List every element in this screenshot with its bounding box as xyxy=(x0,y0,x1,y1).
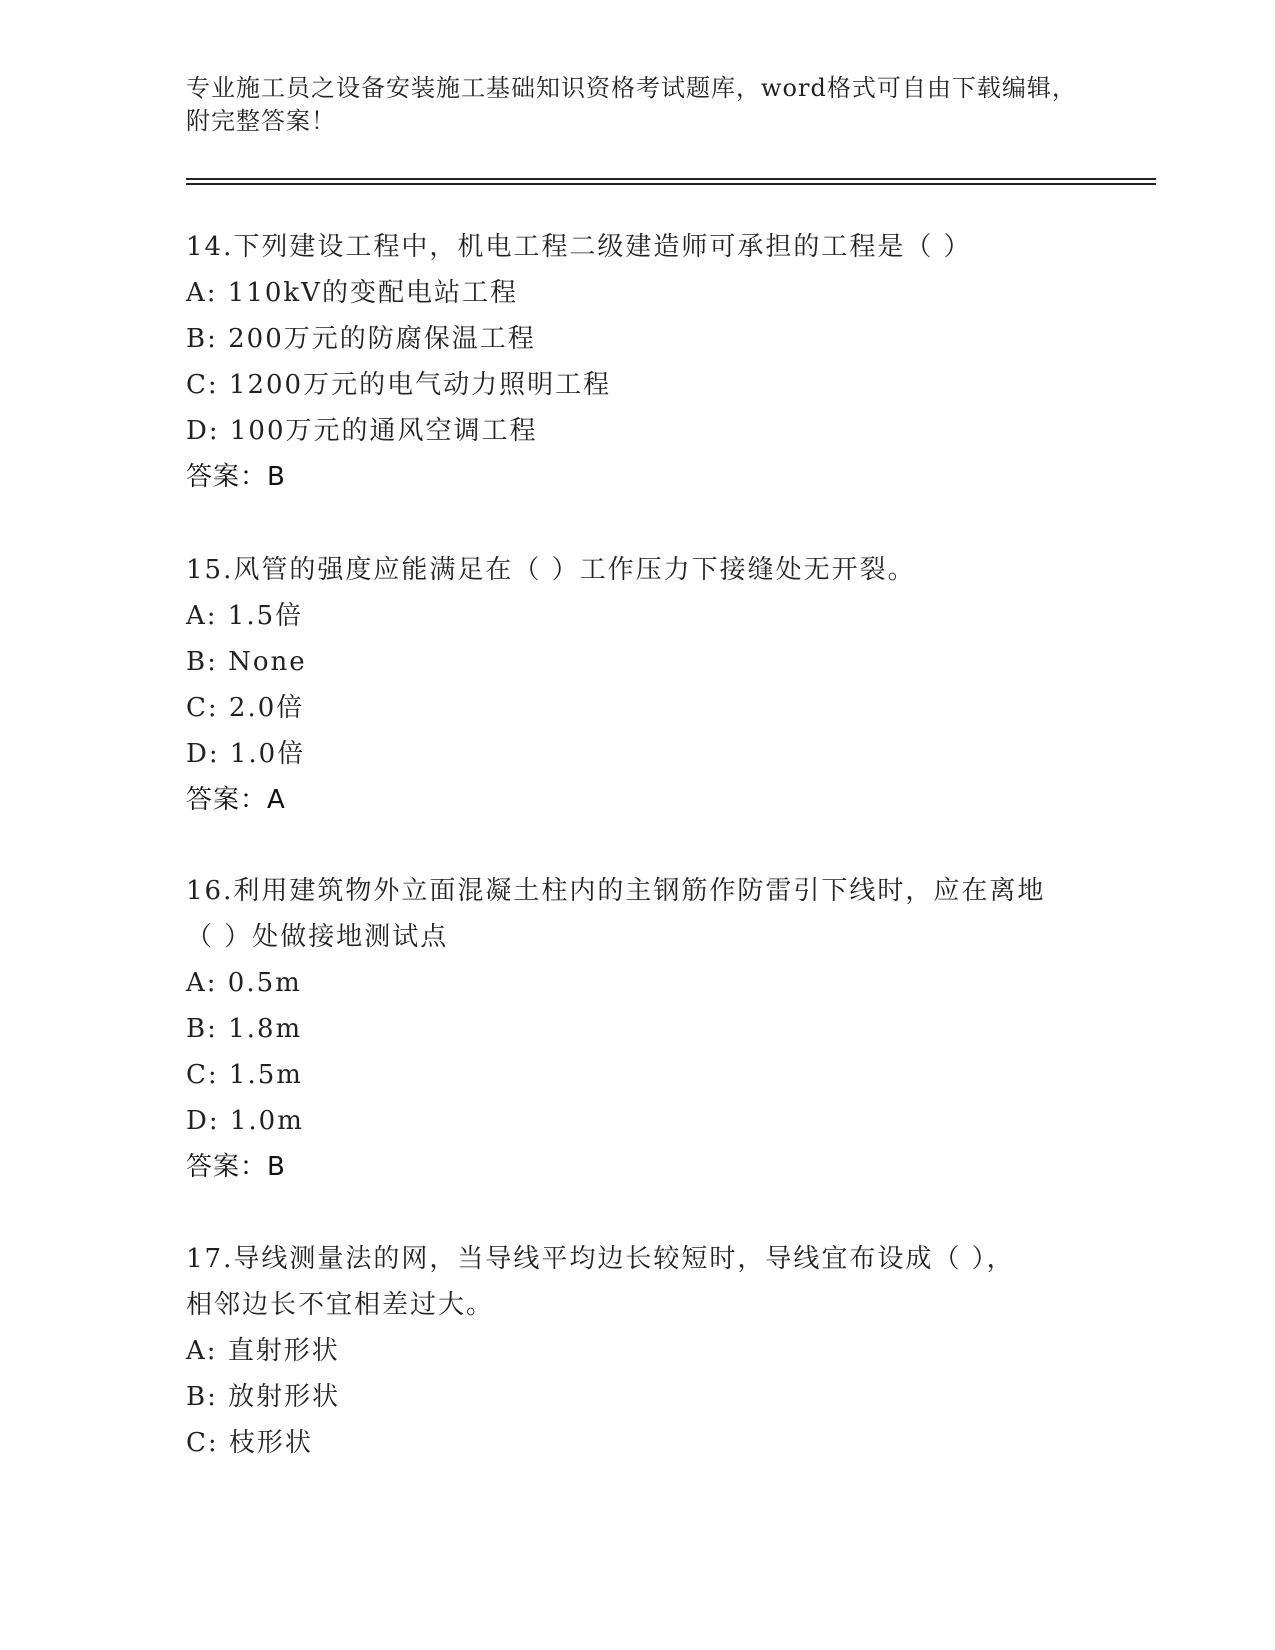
question-stem-continued: （ ）处做接地测试点 xyxy=(186,922,449,952)
question-stem: 17.导线测量法的网，当导线平均边长较短时，导线宜布设成（ ）， xyxy=(186,1244,1015,1274)
option-c: C: 1200万元的电气动力照明工程 xyxy=(186,370,612,400)
option-d: D: 100万元的通风空调工程 xyxy=(186,416,538,446)
option-c: C: 1.5m xyxy=(186,1060,303,1090)
option-c: C: 2.0倍 xyxy=(186,693,305,723)
question-15 xyxy=(186,547,1086,823)
option-a: A: 直射形状 xyxy=(186,1336,340,1366)
question-stem: 15.风管的强度应能满足在（ ）工作压力下接缝处无开裂。 xyxy=(186,555,916,585)
document-header xyxy=(186,72,1086,138)
question-14 xyxy=(186,224,1086,500)
header-divider-bottom xyxy=(186,183,1156,185)
option-a: A: 0.5m xyxy=(186,968,302,998)
option-b: B: 1.8m xyxy=(186,1014,303,1044)
answer-line: 答案：B xyxy=(186,462,286,492)
option-b: B: None xyxy=(186,647,307,677)
header-line-1: 专业施工员之设备安装施工基础知识资格考试题库，word格式可自由下载编辑， xyxy=(186,74,1077,102)
answer-line: 答案：A xyxy=(186,785,286,815)
option-b: B: 放射形状 xyxy=(186,1382,341,1412)
option-a: A: 110kV的变配电站工程 xyxy=(186,278,518,308)
header-line-2: 附完整答案！ xyxy=(186,107,336,135)
option-d: D: 1.0m xyxy=(186,1106,304,1136)
question-stem: 16.利用建筑物外立面混凝土柱内的主钢筋作防雷引下线时，应在离地 xyxy=(186,876,1046,906)
answer-line: 答案：B xyxy=(186,1152,286,1182)
option-a: A: 1.5倍 xyxy=(186,601,304,631)
option-d: D: 1.0倍 xyxy=(186,739,306,769)
question-16 xyxy=(186,868,1086,1190)
question-stem-continued: 相邻边长不宜相差过大。 xyxy=(186,1290,495,1320)
question-17 xyxy=(186,1236,1086,1466)
option-c: C: 枝形状 xyxy=(186,1428,313,1458)
header-divider-top xyxy=(186,178,1156,180)
question-stem: 14.下列建设工程中，机电工程二级建造师可承担的工程是（ ） xyxy=(186,232,972,262)
option-b: B: 200万元的防腐保温工程 xyxy=(186,324,536,354)
